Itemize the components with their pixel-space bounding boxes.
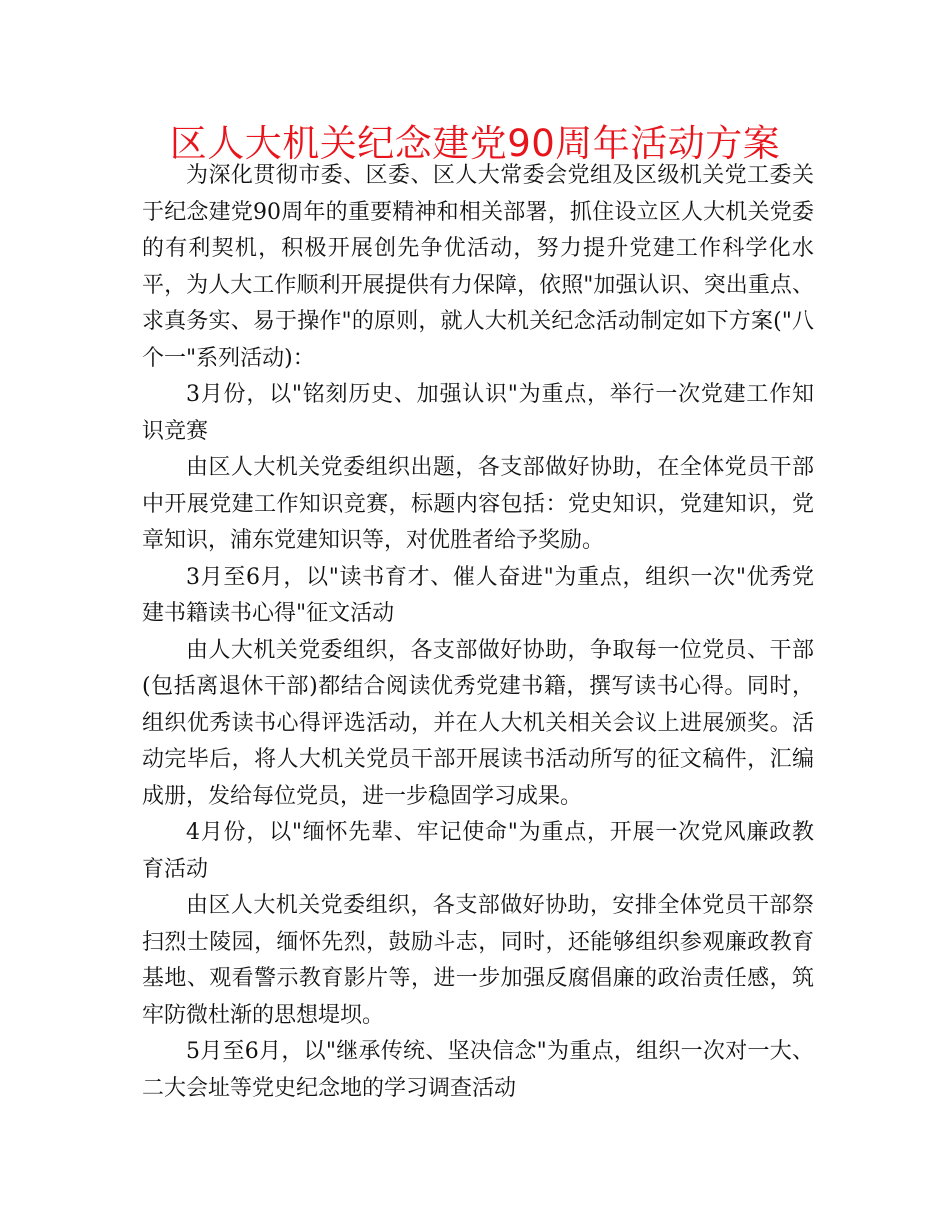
paragraph-heading-may-june: 5月至6月，以"继承传统、坚决信念"为重点，组织一次对一大、二大会址等党史纪念地的学习调查活动 bbox=[142, 1039, 815, 1101]
paragraph-body-april: 由区人大机关党委组织，各支部做好协助，安排全体党员干部祭扫烈士陵园，缅怀先烈，鼓励斗志，同时，还能够组织参观廉政教育基地、观看警示教育影片等，进一步加强反腐倡廉的政治责任感，筑牢防微杜渐的思想堤坝。 bbox=[142, 893, 814, 1028]
paragraph-heading-march-june: 3月至6月，以"读书育才、催人奋进"为重点，组织一次"优秀党建书籍读书心得"征文活动 bbox=[142, 564, 814, 626]
paragraph-heading-april: 4月份，以"缅怀先辈、牢记使命"为重点，开展一次党风廉政教育活动 bbox=[142, 820, 814, 882]
paragraph-heading-march: 3月份，以"铭刻历史、加强认识"为重点，举行一次党建工作知识竞赛 bbox=[142, 382, 814, 444]
document-body bbox=[142, 158, 814, 1107]
paragraph-body-march: 由区人大机关党委组织出题，各支部做好协助，在全体党员干部中开展党建工作知识竞赛，标题内容包括：党史知识，党建知识，党章知识，浦东党建知识等，对优胜者给予奖励。 bbox=[142, 455, 814, 553]
paragraph-intro: 为深化贯彻市委、区委、区人大常委会党组及区级机关党工委关于纪念建党90周年的重要精神和相关部署，抓住设立区人大机关党委的有利契机，积极开展创先争优活动，努力提升党建工作科学化水平，为人大工作顺利开展提供有力保障，依照"加强认识、突出重点、求真务实、易于操作"的原则，就人大机关纪念活动制定如下方案("八个一"系列活动)： bbox=[142, 163, 814, 371]
paragraph-body-march-june: 由人大机关党委组织，各支部做好协助，争取每一位党员、干部(包括离退休干部)都结合阅读优秀党建书籍，撰写读书心得。同时，组织优秀读书心得评选活动，并在人大机关相关会议上进展颁奖。活动完毕后，将人大机关党员干部开展读书活动所写的征文稿件，汇编成册，发给每位党员，进一步稳固学习成果。 bbox=[142, 637, 814, 809]
document-title: 区人大机关纪念建党90周年活动方案 bbox=[169, 122, 781, 165]
